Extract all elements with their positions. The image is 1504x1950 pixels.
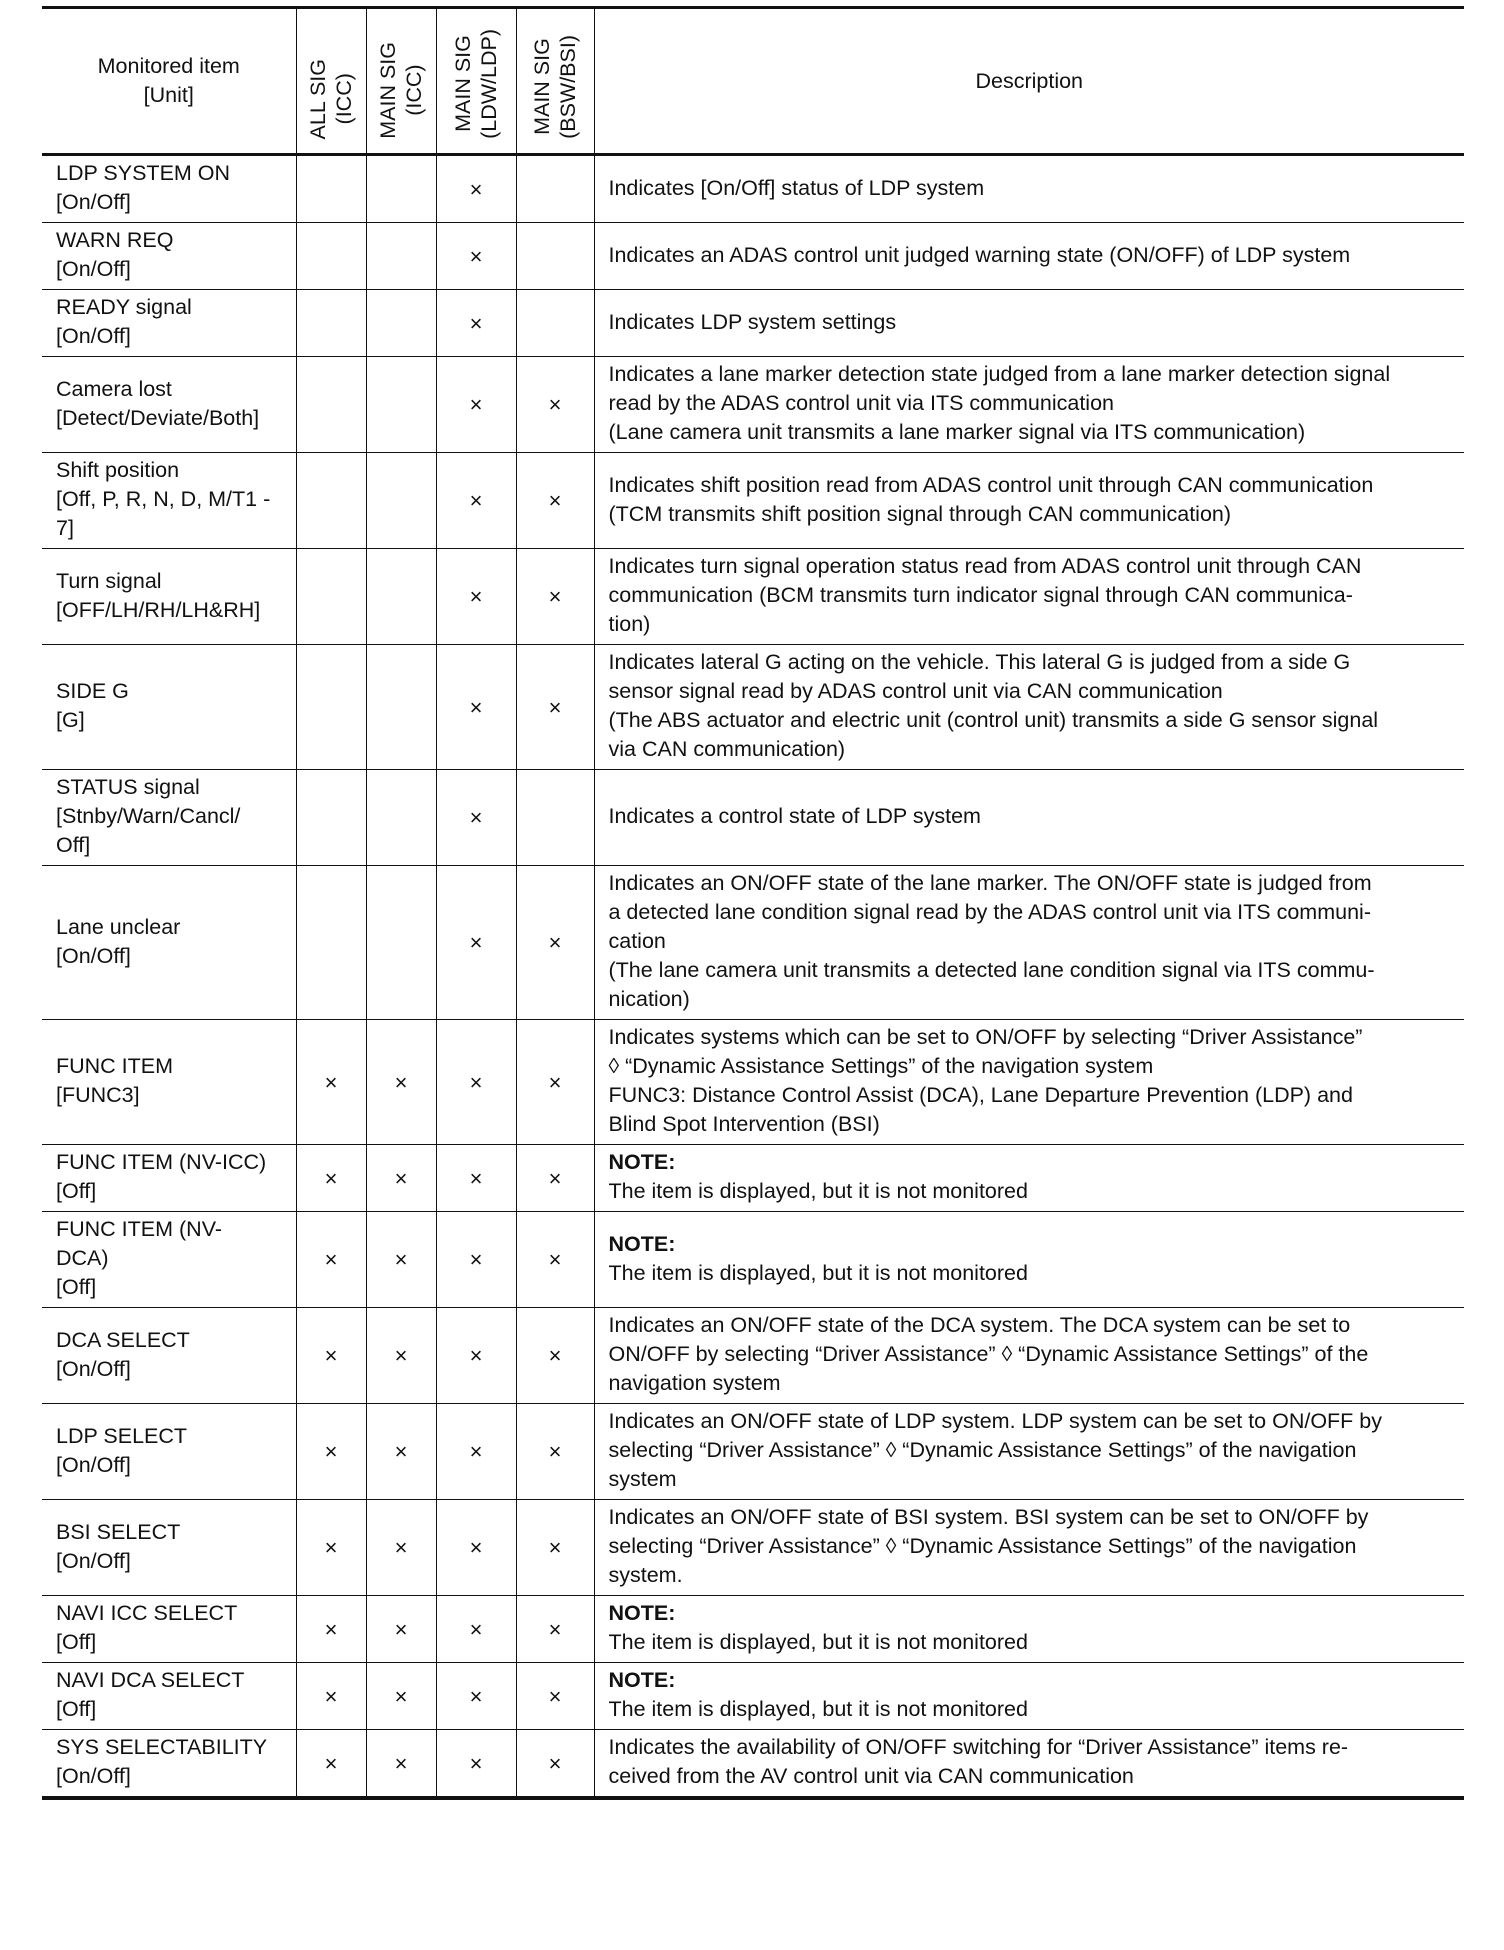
table-row xyxy=(42,1404,1464,1500)
description-cell xyxy=(594,1308,1464,1404)
monitored-item-line: SIDE G xyxy=(56,679,129,703)
monitored-item-cell xyxy=(42,1308,296,1404)
description-cell xyxy=(594,645,1464,770)
note-label: NOTE: xyxy=(608,1231,676,1256)
monitored-item-line: READY signal xyxy=(56,295,192,319)
mark-all-sig-icc: × xyxy=(296,1596,366,1663)
mark-main-sig-bsw-bsi: × xyxy=(516,549,594,645)
description-line: Indicates an ON/OFF state of the lane marker. The ON/OFF state is judged from xyxy=(608,871,1372,895)
table-header xyxy=(42,8,1464,155)
description-line: navigation system xyxy=(608,1371,781,1395)
mark-main-sig-icc xyxy=(366,357,436,453)
mark-main-sig-bsw-bsi: × xyxy=(516,357,594,453)
description-line: (The lane camera unit transmits a detected lane condition signal via ITS commu- xyxy=(608,958,1375,982)
monitored-item-line: [On/Off] xyxy=(56,190,131,214)
mark-main-sig-ldw-ldp: × xyxy=(436,453,516,549)
monitored-items-table-container xyxy=(42,6,1464,1800)
table-row xyxy=(42,645,1464,770)
monitored-item-line: [Stnby/Warn/Cancl/ xyxy=(56,804,241,828)
mark-main-sig-icc xyxy=(366,770,436,866)
mark-main-sig-icc: × xyxy=(366,1404,436,1500)
monitored-item-line: WARN REQ xyxy=(56,228,174,252)
description-line: The item is displayed, but it is not monitored xyxy=(608,1697,1028,1721)
mark-main-sig-icc: × xyxy=(366,1145,436,1212)
table-row xyxy=(42,1663,1464,1730)
description-cell xyxy=(594,549,1464,645)
description-line: Indicates a control state of LDP system xyxy=(608,804,981,828)
mark-main-sig-ldw-ldp: × xyxy=(436,155,516,223)
mark-main-sig-ldw-ldp: × xyxy=(436,770,516,866)
mark-all-sig-icc: × xyxy=(296,1145,366,1212)
monitored-item-line: LDP SYSTEM ON xyxy=(56,161,231,185)
monitored-item-line: [Off, P, R, N, D, M/T1 - xyxy=(56,487,271,511)
mark-all-sig-icc xyxy=(296,155,366,223)
monitored-item-cell xyxy=(42,1500,296,1596)
monitored-item-cell xyxy=(42,223,296,290)
mark-main-sig-bsw-bsi xyxy=(516,223,594,290)
header-item-line2: [Unit] xyxy=(143,83,194,107)
mark-main-sig-ldw-ldp: × xyxy=(436,1596,516,1663)
header-sig4-line2: (BSW/BSI) xyxy=(556,35,580,139)
mark-all-sig-icc: × xyxy=(296,1212,366,1308)
table-row xyxy=(42,1020,1464,1145)
mark-main-sig-bsw-bsi: × xyxy=(516,645,594,770)
monitored-item-line: DCA) xyxy=(56,1246,109,1270)
monitored-item-line: [FUNC3] xyxy=(56,1083,140,1107)
header-item-line1: Monitored item xyxy=(97,54,240,78)
description-line: Indicates an ON/OFF state of the DCA system. The DCA system can be set to xyxy=(608,1313,1351,1337)
description-cell xyxy=(594,1212,1464,1308)
mark-main-sig-icc: × xyxy=(366,1500,436,1596)
monitored-item-line: [Off] xyxy=(56,1630,97,1654)
monitored-item-line: Off] xyxy=(56,833,91,857)
mark-main-sig-icc xyxy=(366,290,436,357)
monitored-item-line: 7] xyxy=(56,516,74,540)
header-sig2-line2: (ICC) xyxy=(402,64,426,117)
description-line: system. xyxy=(608,1563,683,1587)
description-cell xyxy=(594,155,1464,223)
description-line: Indicates an ON/OFF state of LDP system. LDP system can be set to ON/OFF by xyxy=(608,1409,1382,1433)
header-main-sig-bsw-bsi xyxy=(516,8,594,155)
table-row xyxy=(42,290,1464,357)
mark-all-sig-icc: × xyxy=(296,1308,366,1404)
monitored-item-line: FUNC ITEM (NV- xyxy=(56,1217,223,1241)
mark-all-sig-icc xyxy=(296,290,366,357)
mark-all-sig-icc: × xyxy=(296,1500,366,1596)
mark-main-sig-bsw-bsi xyxy=(516,770,594,866)
mark-main-sig-ldw-ldp: × xyxy=(436,1212,516,1308)
description-cell xyxy=(594,1663,1464,1730)
mark-main-sig-icc: × xyxy=(366,1020,436,1145)
mark-main-sig-ldw-ldp: × xyxy=(436,290,516,357)
mark-main-sig-icc: × xyxy=(366,1596,436,1663)
monitored-item-cell xyxy=(42,549,296,645)
mark-all-sig-icc xyxy=(296,357,366,453)
monitored-item-line: [On/Off] xyxy=(56,1452,131,1477)
table-row xyxy=(42,1500,1464,1596)
mark-main-sig-icc xyxy=(366,155,436,223)
mark-main-sig-bsw-bsi: × xyxy=(516,1308,594,1404)
mark-main-sig-icc xyxy=(366,866,436,1020)
description-line: communication (BCM transmits turn indicator signal through CAN communica- xyxy=(608,583,1353,607)
header-sig3-line2: (LDW/LDP) xyxy=(477,29,501,139)
description-line: Indicates lateral G acting on the vehicle. This lateral G is judged from a side G xyxy=(608,650,1351,674)
description-cell xyxy=(594,357,1464,453)
mark-main-sig-icc xyxy=(366,223,436,290)
monitored-item-line: DCA SELECT xyxy=(56,1327,190,1352)
monitored-item-line: FUNC ITEM (NV-ICC) xyxy=(56,1150,267,1174)
description-cell xyxy=(594,1500,1464,1596)
monitored-item-cell xyxy=(42,1404,296,1500)
monitored-item-cell xyxy=(42,290,296,357)
table-row xyxy=(42,1145,1464,1212)
mark-all-sig-icc xyxy=(296,770,366,866)
description-line: nication) xyxy=(608,987,690,1011)
table-row xyxy=(42,549,1464,645)
monitored-item-line: Turn signal xyxy=(56,568,162,593)
mark-main-sig-ldw-ldp: × xyxy=(436,357,516,453)
description-line: Indicates the availability of ON/OFF switching for “Driver Assistance” items re- xyxy=(608,1735,1349,1759)
mark-main-sig-bsw-bsi: × xyxy=(516,1404,594,1500)
monitored-item-line: NAVI ICC SELECT xyxy=(56,1601,238,1625)
note-label: NOTE: xyxy=(608,1668,676,1692)
mark-all-sig-icc xyxy=(296,453,366,549)
mark-all-sig-icc: × xyxy=(296,1020,366,1145)
header-main-sig-ldw-ldp xyxy=(436,8,516,155)
description-line: Indicates systems which can be set to ON/OFF by selecting “Driver Assistance” xyxy=(608,1025,1363,1049)
table-row xyxy=(42,155,1464,223)
description-line: via CAN communication) xyxy=(608,737,846,761)
description-line: system xyxy=(608,1467,677,1491)
description-cell xyxy=(594,1404,1464,1500)
description-cell xyxy=(594,866,1464,1020)
description-line: cation xyxy=(608,929,666,953)
mark-main-sig-icc: × xyxy=(366,1730,436,1799)
table-row xyxy=(42,1730,1464,1799)
header-all-sig-icc xyxy=(296,8,366,155)
mark-all-sig-icc xyxy=(296,645,366,770)
mark-main-sig-bsw-bsi: × xyxy=(516,1020,594,1145)
monitored-item-line: [Off] xyxy=(56,1179,97,1203)
monitored-item-cell xyxy=(42,155,296,223)
description-line: (The ABS actuator and electric unit (control unit) transmits a side G sensor signal xyxy=(608,708,1379,732)
description-cell xyxy=(594,1020,1464,1145)
description-line: Indicates an ON/OFF state of BSI system. BSI system can be set to ON/OFF by xyxy=(608,1505,1369,1529)
monitored-item-line: [Off] xyxy=(56,1275,97,1299)
description-cell xyxy=(594,1730,1464,1799)
mark-main-sig-icc xyxy=(366,453,436,549)
description-line: Indicates a lane marker detection state judged from a lane marker detection signal xyxy=(608,362,1391,386)
description-line: Indicates turn signal operation status read from ADAS control unit through CAN xyxy=(608,554,1362,578)
mark-main-sig-ldw-ldp: × xyxy=(436,1404,516,1500)
description-line: a detected lane condition signal read by the ADAS control unit via ITS communi- xyxy=(608,900,1371,924)
header-row xyxy=(42,8,1464,155)
monitored-item-line: SYS SELECTABILITY xyxy=(56,1735,268,1759)
mark-all-sig-icc: × xyxy=(296,1730,366,1799)
mark-main-sig-bsw-bsi: × xyxy=(516,1663,594,1730)
description-line: Blind Spot Intervention (BSI) xyxy=(608,1112,880,1136)
mark-main-sig-ldw-ldp: × xyxy=(436,549,516,645)
table-body xyxy=(42,155,1464,1799)
mark-main-sig-icc xyxy=(366,645,436,770)
monitored-item-cell xyxy=(42,1020,296,1145)
table-row xyxy=(42,223,1464,290)
mark-main-sig-ldw-ldp: × xyxy=(436,1500,516,1596)
monitored-item-cell xyxy=(42,1212,296,1308)
description-cell xyxy=(594,453,1464,549)
description-cell xyxy=(594,1145,1464,1212)
description-line: ON/OFF by selecting “Driver Assistance” ◊ “Dynamic Assistance Settings” of the xyxy=(608,1342,1369,1366)
monitored-item-line: [On/Off] xyxy=(56,1548,131,1573)
monitored-item-line: [On/Off] xyxy=(56,1356,131,1381)
description-line: selecting “Driver Assistance” ◊ “Dynamic Assistance Settings” of the navigation xyxy=(608,1534,1357,1558)
description-cell xyxy=(594,290,1464,357)
mark-all-sig-icc xyxy=(296,549,366,645)
monitored-item-line: [On/Off] xyxy=(56,257,131,281)
monitored-item-cell xyxy=(42,357,296,453)
description-line: The item is displayed, but it is not monitored xyxy=(608,1260,1028,1285)
mark-main-sig-ldw-ldp: × xyxy=(436,645,516,770)
mark-main-sig-ldw-ldp: × xyxy=(436,1020,516,1145)
mark-main-sig-bsw-bsi xyxy=(516,155,594,223)
note-label: NOTE: xyxy=(608,1601,676,1625)
monitored-item-cell xyxy=(42,866,296,1020)
description-line: read by the ADAS control unit via ITS communication xyxy=(608,391,1114,415)
monitored-item-line: [On/Off] xyxy=(56,943,131,968)
description-line: Indicates LDP system settings xyxy=(608,309,897,334)
mark-main-sig-icc xyxy=(366,549,436,645)
description-line: sensor signal read by ADAS control unit via CAN communication xyxy=(608,679,1223,703)
mark-main-sig-ldw-ldp: × xyxy=(436,1145,516,1212)
monitored-items-table xyxy=(42,6,1464,1800)
monitored-item-line: NAVI DCA SELECT xyxy=(56,1668,245,1692)
description-cell xyxy=(594,770,1464,866)
mark-main-sig-bsw-bsi: × xyxy=(516,1500,594,1596)
description-line: selecting “Driver Assistance” ◊ “Dynamic Assistance Settings” of the navigation xyxy=(608,1438,1357,1462)
mark-all-sig-icc xyxy=(296,223,366,290)
monitored-item-line: [On/Off] xyxy=(56,1764,131,1788)
description-cell xyxy=(594,1596,1464,1663)
mark-main-sig-bsw-bsi: × xyxy=(516,866,594,1020)
monitored-item-cell xyxy=(42,1663,296,1730)
mark-main-sig-bsw-bsi: × xyxy=(516,1730,594,1799)
header-sig1-line1: ALL SIG xyxy=(306,58,330,139)
monitored-item-line: [G] xyxy=(56,708,85,732)
table-row xyxy=(42,866,1464,1020)
table-row xyxy=(42,453,1464,549)
note-label: NOTE: xyxy=(608,1150,676,1174)
mark-all-sig-icc: × xyxy=(296,1663,366,1730)
monitored-item-cell xyxy=(42,1145,296,1212)
description-line: ceived from the AV control unit via CAN communication xyxy=(608,1764,1134,1788)
description-cell xyxy=(594,223,1464,290)
description-line: Indicates an ADAS control unit judged warning state (ON/OFF) of LDP system xyxy=(608,242,1351,267)
monitored-item-line: [On/Off] xyxy=(56,324,131,348)
mark-main-sig-icc: × xyxy=(366,1212,436,1308)
description-line: tion) xyxy=(608,612,651,636)
table-row xyxy=(42,1212,1464,1308)
mark-main-sig-ldw-ldp: × xyxy=(436,223,516,290)
mark-main-sig-ldw-ldp: × xyxy=(436,866,516,1020)
header-monitored-item xyxy=(42,8,296,155)
monitored-item-line: Shift position xyxy=(56,458,180,482)
description-line: ◊ “Dynamic Assistance Settings” of the navigation system xyxy=(608,1054,1154,1078)
header-description: Description xyxy=(594,8,1464,155)
header-main-sig-icc xyxy=(366,8,436,155)
header-sig4-line1: MAIN SIG xyxy=(530,38,554,136)
monitored-item-cell xyxy=(42,1730,296,1799)
monitored-item-line: Lane unclear xyxy=(56,914,181,939)
mark-main-sig-bsw-bsi: × xyxy=(516,453,594,549)
monitored-item-cell xyxy=(42,770,296,866)
monitored-item-cell xyxy=(42,1596,296,1663)
monitored-item-cell xyxy=(42,453,296,549)
description-line: Indicates [On/Off] status of LDP system xyxy=(608,175,985,200)
header-sig3-line1: MAIN SIG xyxy=(451,35,475,133)
monitored-item-line: [OFF/LH/RH/LH&RH] xyxy=(56,597,261,622)
header-sig2-line1: MAIN SIG xyxy=(376,42,400,139)
mark-main-sig-ldw-ldp: × xyxy=(436,1730,516,1799)
monitored-item-line: STATUS signal xyxy=(56,775,200,799)
description-line: FUNC3: Distance Control Assist (DCA), Lane Departure Prevention (LDP) and xyxy=(608,1083,1353,1107)
description-line: The item is displayed, but it is not monitored xyxy=(608,1630,1028,1654)
mark-main-sig-ldw-ldp: × xyxy=(436,1308,516,1404)
description-line: The item is displayed, but it is not monitored xyxy=(608,1179,1028,1203)
monitored-item-line: BSI SELECT xyxy=(56,1519,181,1544)
description-line: (Lane camera unit transmits a lane marker signal via ITS communication) xyxy=(608,420,1306,444)
monitored-item-cell xyxy=(42,645,296,770)
mark-all-sig-icc xyxy=(296,866,366,1020)
mark-main-sig-bsw-bsi xyxy=(516,290,594,357)
monitored-item-line: Camera lost xyxy=(56,376,172,401)
table-row xyxy=(42,1596,1464,1663)
description-line: (TCM transmits shift position signal through CAN communication) xyxy=(608,501,1232,526)
table-row xyxy=(42,357,1464,453)
table-row xyxy=(42,1308,1464,1404)
monitored-item-line: [Off] xyxy=(56,1697,97,1721)
header-sig1-line2: (ICC) xyxy=(332,73,356,125)
monitored-item-line: LDP SELECT xyxy=(56,1423,188,1448)
mark-all-sig-icc: × xyxy=(296,1404,366,1500)
mark-main-sig-icc: × xyxy=(366,1308,436,1404)
description-line: Indicates shift position read from ADAS control unit through CAN communication xyxy=(608,472,1374,497)
mark-main-sig-ldw-ldp: × xyxy=(436,1663,516,1730)
mark-main-sig-bsw-bsi: × xyxy=(516,1145,594,1212)
monitored-item-line: [Detect/Deviate/Both] xyxy=(56,405,260,430)
monitored-item-line: FUNC ITEM xyxy=(56,1054,174,1078)
mark-main-sig-bsw-bsi: × xyxy=(516,1596,594,1663)
mark-main-sig-icc: × xyxy=(366,1663,436,1730)
mark-main-sig-bsw-bsi: × xyxy=(516,1212,594,1308)
table-row xyxy=(42,770,1464,866)
